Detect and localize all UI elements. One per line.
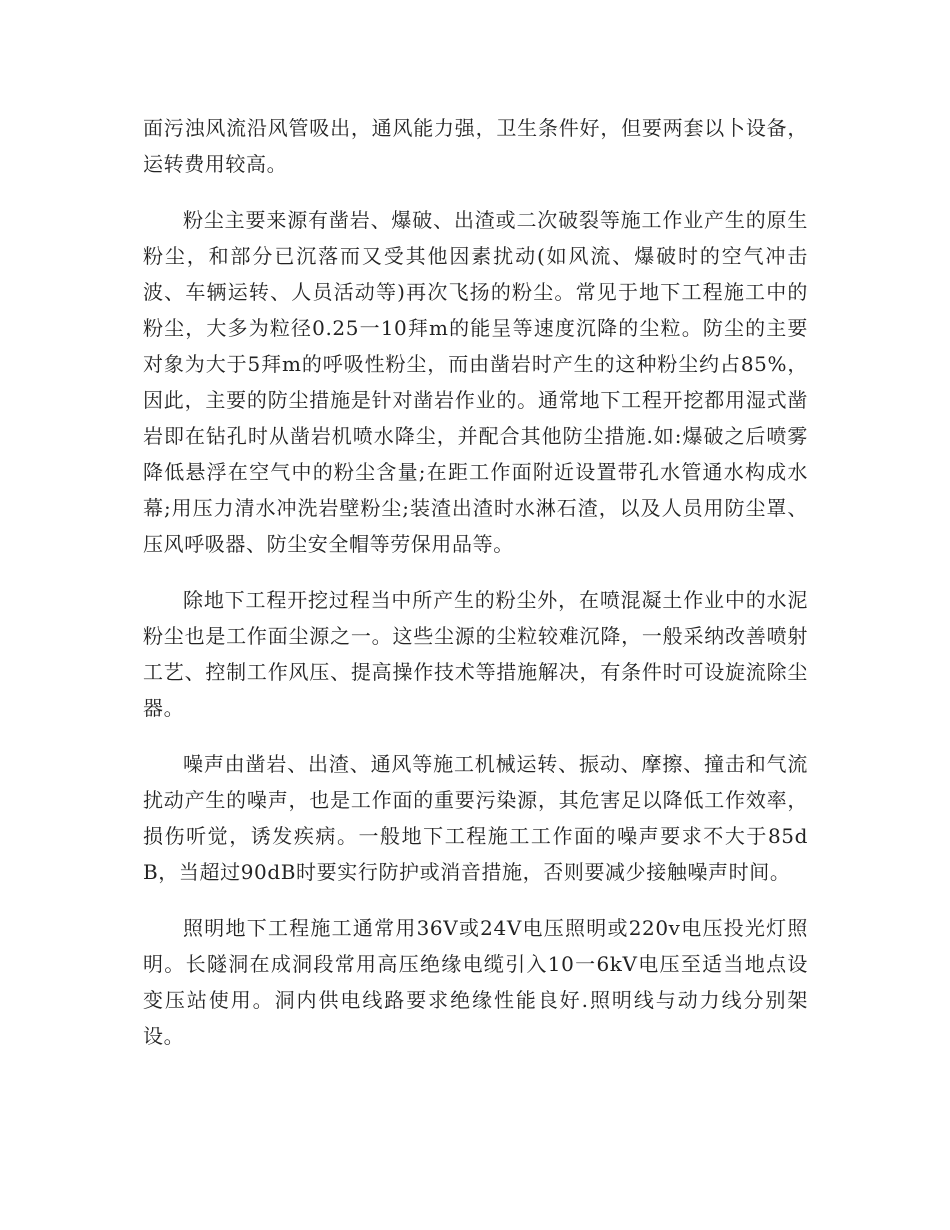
- document-body: [143, 110, 808, 1074]
- paragraph-ventilation-continuation: 面污浊风流沿风管吸出，通风能力强，卫生条件好，但要两套以卜设备，运转费用较高。: [143, 116, 808, 176]
- paragraph-lighting: 照明地下工程施工通常用36V或24V电压照明或220v电压投光灯照明。长隧洞在成洞段常用高压绝缘电缆引入10一6kV电压至适当地点设变压站使用。洞内供电线路要求绝缘性能良好.照明线与动力线分别架设。: [143, 916, 808, 1048]
- paragraph-noise: 噪声由凿岩、出渣、通风等施工机械运转、振动、摩擦、撞击和气流扰动产生的噪声，也是工作面的重要污染源，其危害足以降低工作效率，损伤听觉，诱发疾病。一般地下工程施工工作面的噪声要求不大于85dB，当超过90dB时要实行防护或消音措施，否则要减少接触噪声时间。: [143, 752, 808, 884]
- paragraph-cement-dust: 除地下工程开挖过程当中所产生的粉尘外，在喷混凝土作业中的水泥粉尘也是工作面尘源之一。这些尘源的尘粒较难沉降，一般采纳改善喷射工艺、控制工作风压、提高操作技术等措施解决，有条件时可设旋流除尘器。: [143, 588, 808, 720]
- paragraph-dust-sources: 粉尘主要来源有凿岩、爆破、出渣或二次破裂等施工作业产生的原生粉尘，和部分已沉落而又受其他因素扰动(如风流、爆破时的空气冲击波、车辆运转、人员活动等)再次飞扬的粉尘。常见于地下工程施工中的粉尘，大多为粒径0.25一10拜m的能呈等速度沉降的尘粒。防尘的主要对象为大于5拜m的呼吸性粉尘，而由凿岩时产生的这种粉尘约占85%，因此，主要的防尘措施是针对凿岩作业的。通常地下工程开挖都用湿式凿岩即在钻孔时从凿岩机喷水降尘，并配合其他防尘措施.如:爆破之后喷雾降低悬浮在空气中的粉尘含量;在距工作面附近设置带孔水管通水构成水幕;用压力清水冲洗岩壁粉尘;装渣出渣时水淋石渣，以及人员用防尘罩、压风呼吸器、防尘安全帽等劳保用品等。: [143, 208, 808, 556]
